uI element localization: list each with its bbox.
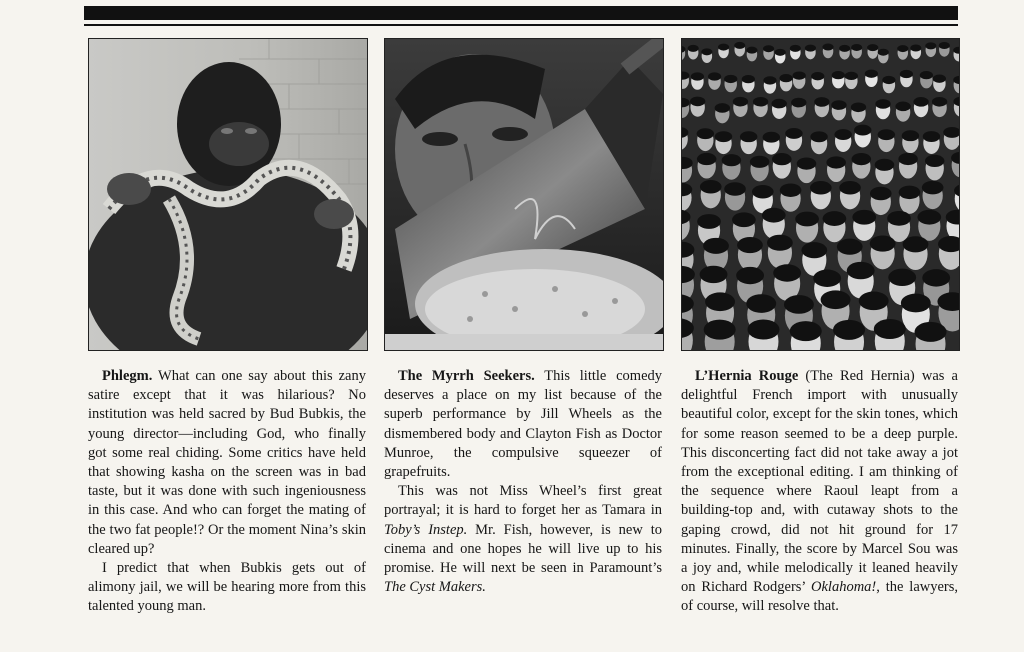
article-lhernia-rouge (681, 367, 958, 617)
paragraph-text: I predict that when Bubkis gets out of alimony jail, we will be hearing more from this talented young man. (88, 560, 366, 615)
article-title: Phlegm. (102, 368, 153, 384)
paragraph-text: , the lawyers, of course, will resolve that. (681, 579, 959, 615)
paragraph-text: Mr. Fish, however, is new to cinema and one hopes he will live up to his promise. He will next be seen in Paramount’s (384, 521, 662, 577)
musical-title: Oklahoma! (811, 579, 877, 596)
paragraph (681, 367, 958, 617)
paragraph-text: This was not Miss Wheel’s first great portrayal; it is hard to forget her as Tamara in (384, 483, 662, 519)
woman-behind-cleaver-photo (384, 38, 664, 351)
top-rule-thin (84, 24, 958, 26)
gorilla-with-snake-photo (88, 38, 368, 351)
paragraph (88, 559, 366, 617)
film-title: Toby’s Instep. (384, 521, 468, 538)
paragraph-text: What can one say about this zany satire except that it was hilarious? No institution was held sacred by Bud Bubkis, the young director—including God, who finally got some real chiding. Some critics have held that showing kasha on the screen was in bad taste, but it was done with such ingeniousness in this case. And who can forget the mating of the two fat people!? Or the moment Nina’s skin cleared up? (88, 368, 366, 557)
paragraph-text: (The Red Hernia) was a delightful French import with unusually beautiful color, except for the skin tones, which for some reason seemed to be a deep purple. This disconcerting fact did not take away a jot from the exceptional editing. I am thinking of the sequence where Raoul leapt from a building-top and, with cutaway shots to the gaping crowd, did not hit ground for 17 minutes. Finally, the score by Marcel Sou was a joy and, while melodically it leaned heavily on Richard Rodgers’ (681, 368, 958, 596)
article-title: L’Hernia Rouge (695, 368, 799, 384)
top-rule (84, 6, 958, 20)
paragraph-text: This little comedy deserves a place on my list because of the superb performance by Jill Wheels as the dismembered body and Clayton Fish as Doctor Munroe, the compulsive squeezer of grapefruits. (384, 368, 663, 481)
paragraph (384, 482, 662, 597)
paragraph (88, 367, 366, 559)
article-title: The Myrrh Seekers. (398, 368, 535, 384)
paragraph (384, 367, 662, 482)
film-title: The Cyst Makers. (384, 579, 486, 596)
article-myrrh-seekers (384, 367, 662, 597)
crowd-photo (681, 38, 960, 351)
article-phlegm (88, 367, 366, 617)
